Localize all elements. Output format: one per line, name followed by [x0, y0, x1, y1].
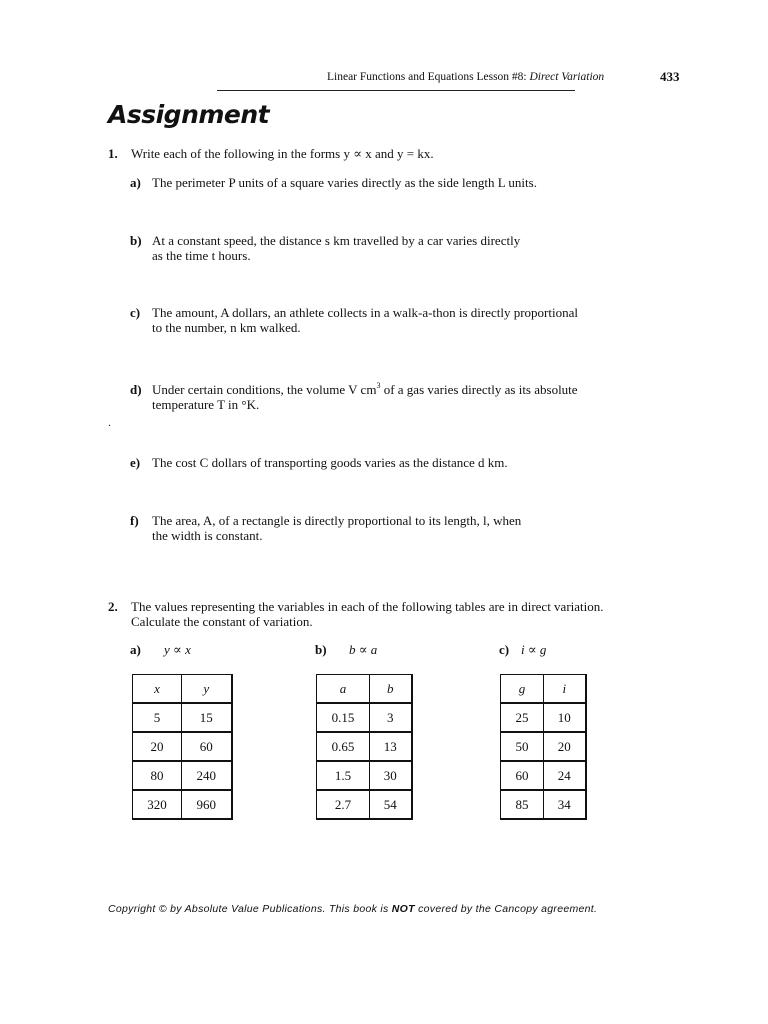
- relation: y ∝ x: [164, 642, 191, 657]
- question-number: 2.: [108, 599, 118, 614]
- page-number: 433: [660, 69, 680, 84]
- table-cell: 85: [501, 790, 544, 819]
- part-label: c): [499, 642, 510, 657]
- table-header: y: [182, 675, 232, 704]
- relation: b ∝ a: [349, 642, 378, 657]
- footer-emphasis: NOT: [391, 903, 415, 915]
- table-cell: 1.5: [317, 761, 370, 790]
- table-cell: 60: [182, 732, 232, 761]
- table-cell: 30: [370, 761, 412, 790]
- table-cell: 25: [501, 703, 544, 732]
- part-text: Under certain conditions, the volume V cm: [152, 382, 377, 397]
- question-1b: [130, 233, 520, 263]
- part-text: At a constant speed, the distance s km travelled by a car varies directly: [152, 233, 521, 248]
- header-text: Linear Functions and Equations Lesson #8:: [327, 71, 527, 83]
- superscript: 3: [376, 380, 381, 390]
- question-2-stem: [108, 599, 604, 629]
- part-text-cont: to the number, n km walked.: [152, 320, 301, 335]
- question-1f: [130, 513, 521, 543]
- question-number: 1.: [108, 146, 118, 161]
- part-label: e): [130, 455, 141, 470]
- part-text: The perimeter P units of a square varies directly as the side length L units.: [152, 175, 537, 190]
- part-label: d): [130, 382, 142, 397]
- table-cell: 320: [133, 790, 182, 819]
- part-text: The cost C dollars of transporting goods varies as the distance d km.: [152, 455, 508, 470]
- page-title: Assignment: [108, 100, 270, 129]
- table-cell: 20: [133, 732, 182, 761]
- question-text: The values representing the variables in each of the following tables are in direct variation.: [131, 599, 604, 614]
- question-text-cont: Calculate the constant of variation.: [131, 614, 313, 629]
- table-cell: 20: [544, 732, 586, 761]
- part-text: The area, A, of a rectangle is directly proportional to its length, l, when: [152, 513, 522, 528]
- table-cell: 0.15: [317, 703, 370, 732]
- relation: i ∝ g: [521, 642, 547, 657]
- table-cell: 5: [133, 703, 182, 732]
- table-cell: 2.7: [317, 790, 370, 819]
- table-c-label: [499, 642, 546, 657]
- question-1a: [130, 175, 537, 190]
- table-cell: 15: [182, 703, 232, 732]
- copyright-footer: [108, 903, 597, 915]
- table-cell: 0.65: [317, 732, 370, 761]
- variation-table-a: [132, 674, 233, 820]
- question-1d: [130, 382, 578, 412]
- header-rule: [217, 90, 575, 91]
- table-header: b: [370, 675, 412, 704]
- table-header: a: [317, 675, 370, 704]
- variation-table-c: [500, 674, 587, 820]
- table-cell: 80: [133, 761, 182, 790]
- table-cell: 3: [370, 703, 412, 732]
- header-topic: Direct Variation: [529, 71, 605, 83]
- question-text: Write each of the following in the forms y ∝ x and y = kx.: [131, 146, 434, 161]
- footer-text: Copyright © by Absolute Value Publications. This book is: [108, 903, 392, 915]
- table-cell: 24: [544, 761, 586, 790]
- part-label: b): [130, 233, 142, 248]
- part-label: c): [130, 305, 141, 320]
- part-label: f): [130, 513, 139, 528]
- part-text-cont: as the time t hours.: [152, 248, 251, 263]
- table-cell: 960: [182, 790, 232, 819]
- part-label: a): [130, 175, 141, 190]
- table-cell: 60: [501, 761, 544, 790]
- part-text-cont: temperature T in °K.: [152, 397, 260, 412]
- stray-mark: .: [108, 415, 111, 429]
- part-text-cont: the width is constant.: [152, 528, 263, 543]
- part-label: b): [315, 642, 327, 657]
- question-1-stem: [108, 146, 434, 161]
- part-text: The amount, A dollars, an athlete collects in a walk-a-thon is directly proportional: [152, 305, 578, 320]
- table-header: g: [501, 675, 544, 704]
- part-label: a): [130, 642, 141, 657]
- table-a-label: [130, 642, 191, 657]
- variation-table-b: [316, 674, 413, 820]
- question-1c: [130, 305, 578, 335]
- table-header: x: [133, 675, 182, 704]
- table-cell: 50: [501, 732, 544, 761]
- part-text-post: of a gas varies directly as its absolute: [380, 382, 578, 397]
- footer-text-post: covered by the Cancopy agreement.: [414, 903, 598, 915]
- question-1e: [130, 455, 508, 470]
- table-b-label: [315, 642, 377, 657]
- table-cell: 240: [182, 761, 232, 790]
- table-cell: 13: [370, 732, 412, 761]
- running-header: [327, 71, 604, 83]
- table-cell: 54: [370, 790, 412, 819]
- table-header: i: [544, 675, 586, 704]
- table-cell: 10: [544, 703, 586, 732]
- table-cell: 34: [544, 790, 586, 819]
